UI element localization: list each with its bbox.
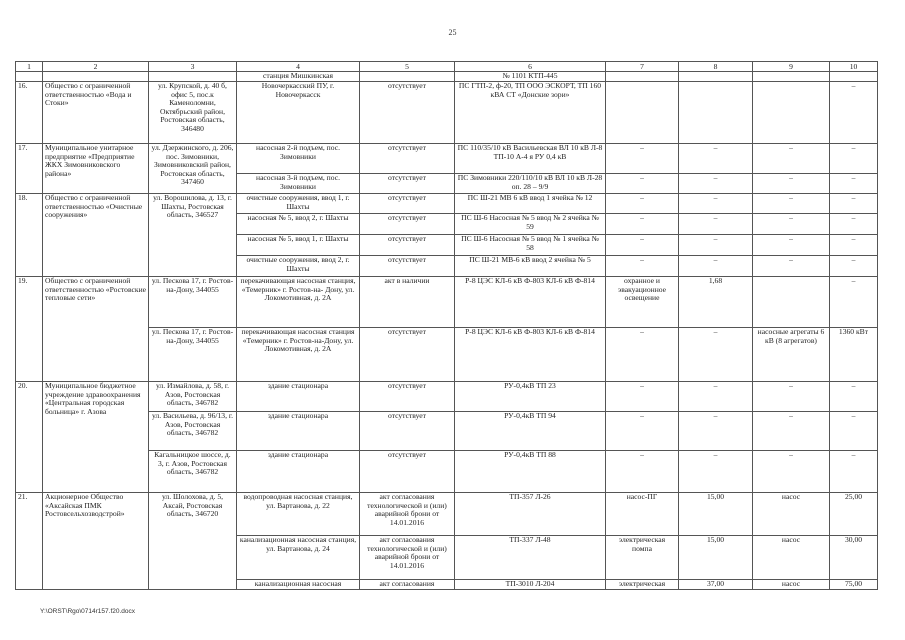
value-cell: – xyxy=(606,144,679,174)
value-cell: электрическая xyxy=(606,580,679,590)
feed-cell: РУ-0,4кВ ТП 94 xyxy=(455,412,606,451)
value-cell: 1,68 xyxy=(679,277,753,328)
value-cell: – xyxy=(830,235,878,256)
table-row xyxy=(16,82,878,144)
value-cell: – xyxy=(753,214,830,235)
value-cell: 37,00 xyxy=(679,580,753,590)
value-cell: – xyxy=(830,256,878,277)
org-cell: Общество с ограниченной ответственностью «Очистные сооружения» xyxy=(43,194,149,277)
value-cell: – xyxy=(830,451,878,493)
value-cell: 15,00 xyxy=(679,536,753,580)
address-cell: ул. Пескова 17, г. Ростов-на-Дону, 344055 xyxy=(149,328,237,382)
feed-cell: № 1101 КТП-445 xyxy=(455,72,606,82)
value-cell: – xyxy=(606,328,679,382)
value-cell: – xyxy=(753,174,830,194)
header-cell: 3 xyxy=(149,62,237,72)
value-cell: – xyxy=(606,451,679,493)
register-table xyxy=(15,61,878,590)
feed-cell: ПС Ш-6 Насосная № 5 ввод № 2 ячейка № 59 xyxy=(455,214,606,235)
value-cell: – xyxy=(606,235,679,256)
value-cell: 1360 кВт xyxy=(830,328,878,382)
value-cell: – xyxy=(753,256,830,277)
value-cell: насос xyxy=(753,580,830,590)
value-cell: – xyxy=(679,194,753,214)
address-cell: ул. Васильева, д. 96/13, г. Азов, Ростовская область, 346782 xyxy=(149,412,237,451)
value-cell: – xyxy=(830,412,878,451)
feed-cell: ТП-3010 Л-204 xyxy=(455,580,606,590)
value-cell: 75,00 xyxy=(830,580,878,590)
value-cell: – xyxy=(753,382,830,412)
value-cell: – xyxy=(606,214,679,235)
value-cell: – xyxy=(830,382,878,412)
act-cell: акт согласования технологической и (или) аварийной брони от 14.01.2016 xyxy=(360,536,455,580)
value-cell: – xyxy=(606,194,679,214)
address-cell: ул. Шолохова, д. 5, Аксай, Ростовская область, 346720 xyxy=(149,493,237,590)
feed-cell: ПС Ш-21 МВ-6 кВ ввод 2 ячейка № 5 xyxy=(455,256,606,277)
value-cell: – xyxy=(606,412,679,451)
page-number: 25 xyxy=(448,28,457,37)
value-cell: электрическая помпа xyxy=(606,536,679,580)
object-cell: станция Мишкинская xyxy=(237,72,360,82)
feed-cell: ПС ГТП-2, ф-20, ТП ООО ЭСКОРТ, ТП 160 кВА СТ «Донские зори» xyxy=(455,82,606,144)
object-cell: водопроводная насосная станция, ул. Вартанова, д. 22 xyxy=(237,493,360,536)
value-cell: – xyxy=(830,277,878,328)
footer-file-path: Y:\ORST\Rgo\0714r157.f20.docx xyxy=(40,608,136,615)
act-cell: акт согласования технологической и (или) аварийной брони от 14.01.2016 xyxy=(360,493,455,536)
value-cell: – xyxy=(606,174,679,194)
value-cell xyxy=(753,277,830,328)
header-row xyxy=(16,62,878,72)
row-number: 21. xyxy=(16,493,43,590)
org-cell: Акционерное Общество «Аксайская ПМК Ростовсельхозводстрой» xyxy=(43,493,149,590)
value-cell: – xyxy=(753,235,830,256)
object-cell: очистные сооружения, ввод 1, г. Шахты xyxy=(237,194,360,214)
row-number: 19. xyxy=(16,277,43,382)
act-cell: отсутствует xyxy=(360,174,455,194)
act-cell: отсутствует xyxy=(360,328,455,382)
value-cell: охранное и эвакуационное освещение xyxy=(606,277,679,328)
object-cell: очистные сооружения, ввод 2, г. Шахты xyxy=(237,256,360,277)
address-cell: Кагальницкое шоссе, д. 3, г. Азов, Ростовская область, 346782 xyxy=(149,451,237,493)
address-cell: ул. Крупской, д. 40 б, офис 5, пос.к Каменоломни, Октябрьский район, Ростовская область, 346480 xyxy=(149,82,237,144)
feed-cell: ТП-357 Л-26 xyxy=(455,493,606,536)
feed-cell: Р-8 ЦЭС КЛ-6 кВ Ф-803 КЛ-6 кВ Ф-814 xyxy=(455,328,606,382)
table-row xyxy=(16,144,878,174)
org-cell: Муниципальное унитарное предприятие «Предприятие ЖКХ Зимовниковского района» xyxy=(43,144,149,194)
value-cell: насосные агрегаты 6 кВ (8 агрегатов) xyxy=(753,328,830,382)
header-cell: 1 xyxy=(16,62,43,72)
feed-cell: ПС 110/35/10 кВ Васильевская ВЛ 10 кВ Л-8 ТП-10 А-4 я РУ 0,4 кВ xyxy=(455,144,606,174)
act-cell: отсутствует xyxy=(360,214,455,235)
feed-cell: РУ-0,4кВ ТП 23 xyxy=(455,382,606,412)
address-cell: ул. Измайлова, д. 58, г. Азов, Ростовская область, 346782 xyxy=(149,382,237,412)
address-cell: ул. Пескова 17, г. Ростов-на-Дону, 344055 xyxy=(149,277,237,328)
header-cell: 10 xyxy=(830,62,878,72)
object-cell: здание стационара xyxy=(237,382,360,412)
value-cell: – xyxy=(830,82,878,144)
value-cell: – xyxy=(753,194,830,214)
act-cell: отсутствует xyxy=(360,382,455,412)
table-row xyxy=(16,493,878,536)
value-cell: насос xyxy=(753,493,830,536)
object-cell: насосная 2-й подъем, пос. Зимовники xyxy=(237,144,360,174)
header-cell: 6 xyxy=(455,62,606,72)
object-cell: насосная № 5, ввод 1, г. Шахты xyxy=(237,235,360,256)
act-cell: отсутствует xyxy=(360,412,455,451)
row-number: 18. xyxy=(16,194,43,277)
feed-cell: Р-8 ЦЭС КЛ-6 кВ Ф-803 КЛ-6 кВ Ф-814 xyxy=(455,277,606,328)
org-cell: Муниципальное бюджетное учреждение здравоохранения «Центральная городская больница» г. Азова xyxy=(43,382,149,493)
row-number: 20. xyxy=(16,382,43,493)
header-cell: 9 xyxy=(753,62,830,72)
value-cell: – xyxy=(606,382,679,412)
value-cell: – xyxy=(679,214,753,235)
act-cell: отсутствует xyxy=(360,256,455,277)
header-cell: 7 xyxy=(606,62,679,72)
feed-cell: ПС Ш-6 Насосная № 5 ввод № 1 ячейка № 58 xyxy=(455,235,606,256)
act-cell: отсутствует xyxy=(360,82,455,144)
object-cell: Новочеркасский ПУ, г. Новочеркасск xyxy=(237,82,360,144)
value-cell: – xyxy=(830,194,878,214)
row-number: 17. xyxy=(16,144,43,194)
feed-cell: ПС Зимовники 220/110/10 кВ ВЛ 10 кВ Л-28 оп. 28 – 9/9 xyxy=(455,174,606,194)
table-row xyxy=(16,194,878,214)
act-cell: отсутствует xyxy=(360,451,455,493)
object-cell: канализационная насосная xyxy=(237,580,360,590)
value-cell: насос xyxy=(753,536,830,580)
value-cell: – xyxy=(679,328,753,382)
value-cell: – xyxy=(679,451,753,493)
act-cell: отсутствует xyxy=(360,144,455,174)
value-cell: – xyxy=(830,144,878,174)
header-cell: 5 xyxy=(360,62,455,72)
table-row xyxy=(16,72,878,82)
object-cell: канализационная насосная станция, ул. Вартанова, д. 24 xyxy=(237,536,360,580)
value-cell: – xyxy=(679,144,753,174)
act-cell: акт в наличии xyxy=(360,277,455,328)
value-cell: – xyxy=(830,174,878,194)
org-cell: Общество с ограниченной ответственностью «Ростовские тепловые сети» xyxy=(43,277,149,382)
object-cell: перекачивающая насосная станция «Темерник» г. Ростов-на-Дону, ул. Локомотивная, д. 2А xyxy=(237,328,360,382)
address-cell: ул. Дзержинского, д. 206, пос. Зимовники, Зимовниковский район, Ростовская область, 347460 xyxy=(149,144,237,194)
value-cell: – xyxy=(679,256,753,277)
feed-cell: ТП-337 Л-48 xyxy=(455,536,606,580)
value-cell: насос-ПГ xyxy=(606,493,679,536)
org-cell: Общество с ограниченной ответственностью «Вода и Стоки» xyxy=(43,82,149,144)
value-cell: – xyxy=(830,214,878,235)
table-row xyxy=(16,277,878,328)
act-cell: акт согласования xyxy=(360,580,455,590)
object-cell: насосная № 5, ввод 2, г. Шахты xyxy=(237,214,360,235)
value-cell: – xyxy=(679,174,753,194)
object-cell: насосная 3-й подъем, пос. Зимовники xyxy=(237,174,360,194)
value-cell: – xyxy=(679,382,753,412)
object-cell: здание стационара xyxy=(237,412,360,451)
address-cell: ул. Ворошилова, д. 13, г. Шахты, Ростовская область, 346527 xyxy=(149,194,237,277)
value-cell: 25,00 xyxy=(830,493,878,536)
object-cell: здание стационара xyxy=(237,451,360,493)
value-cell: 15,00 xyxy=(679,493,753,536)
object-cell: перекачивающая насосная станция, «Темерник» г. Ростов-на- Дону, ул. Локомотивная, д. 2А xyxy=(237,277,360,328)
feed-cell: РУ-0,4кВ ТП 88 xyxy=(455,451,606,493)
value-cell: 30,00 xyxy=(830,536,878,580)
table-row xyxy=(16,382,878,412)
act-cell: отсутствует xyxy=(360,235,455,256)
value-cell: – xyxy=(753,451,830,493)
act-cell: отсутствует xyxy=(360,194,455,214)
header-cell: 2 xyxy=(43,62,149,72)
value-cell: – xyxy=(753,144,830,174)
row-number: 16. xyxy=(16,82,43,144)
value-cell: – xyxy=(606,256,679,277)
value-cell: – xyxy=(753,412,830,451)
value-cell: – xyxy=(679,235,753,256)
header-cell: 8 xyxy=(679,62,753,72)
header-cell: 4 xyxy=(237,62,360,72)
value-cell: – xyxy=(679,412,753,451)
feed-cell: ПС Ш-21 МВ 6 кВ ввод 1 ячейка № 12 xyxy=(455,194,606,214)
